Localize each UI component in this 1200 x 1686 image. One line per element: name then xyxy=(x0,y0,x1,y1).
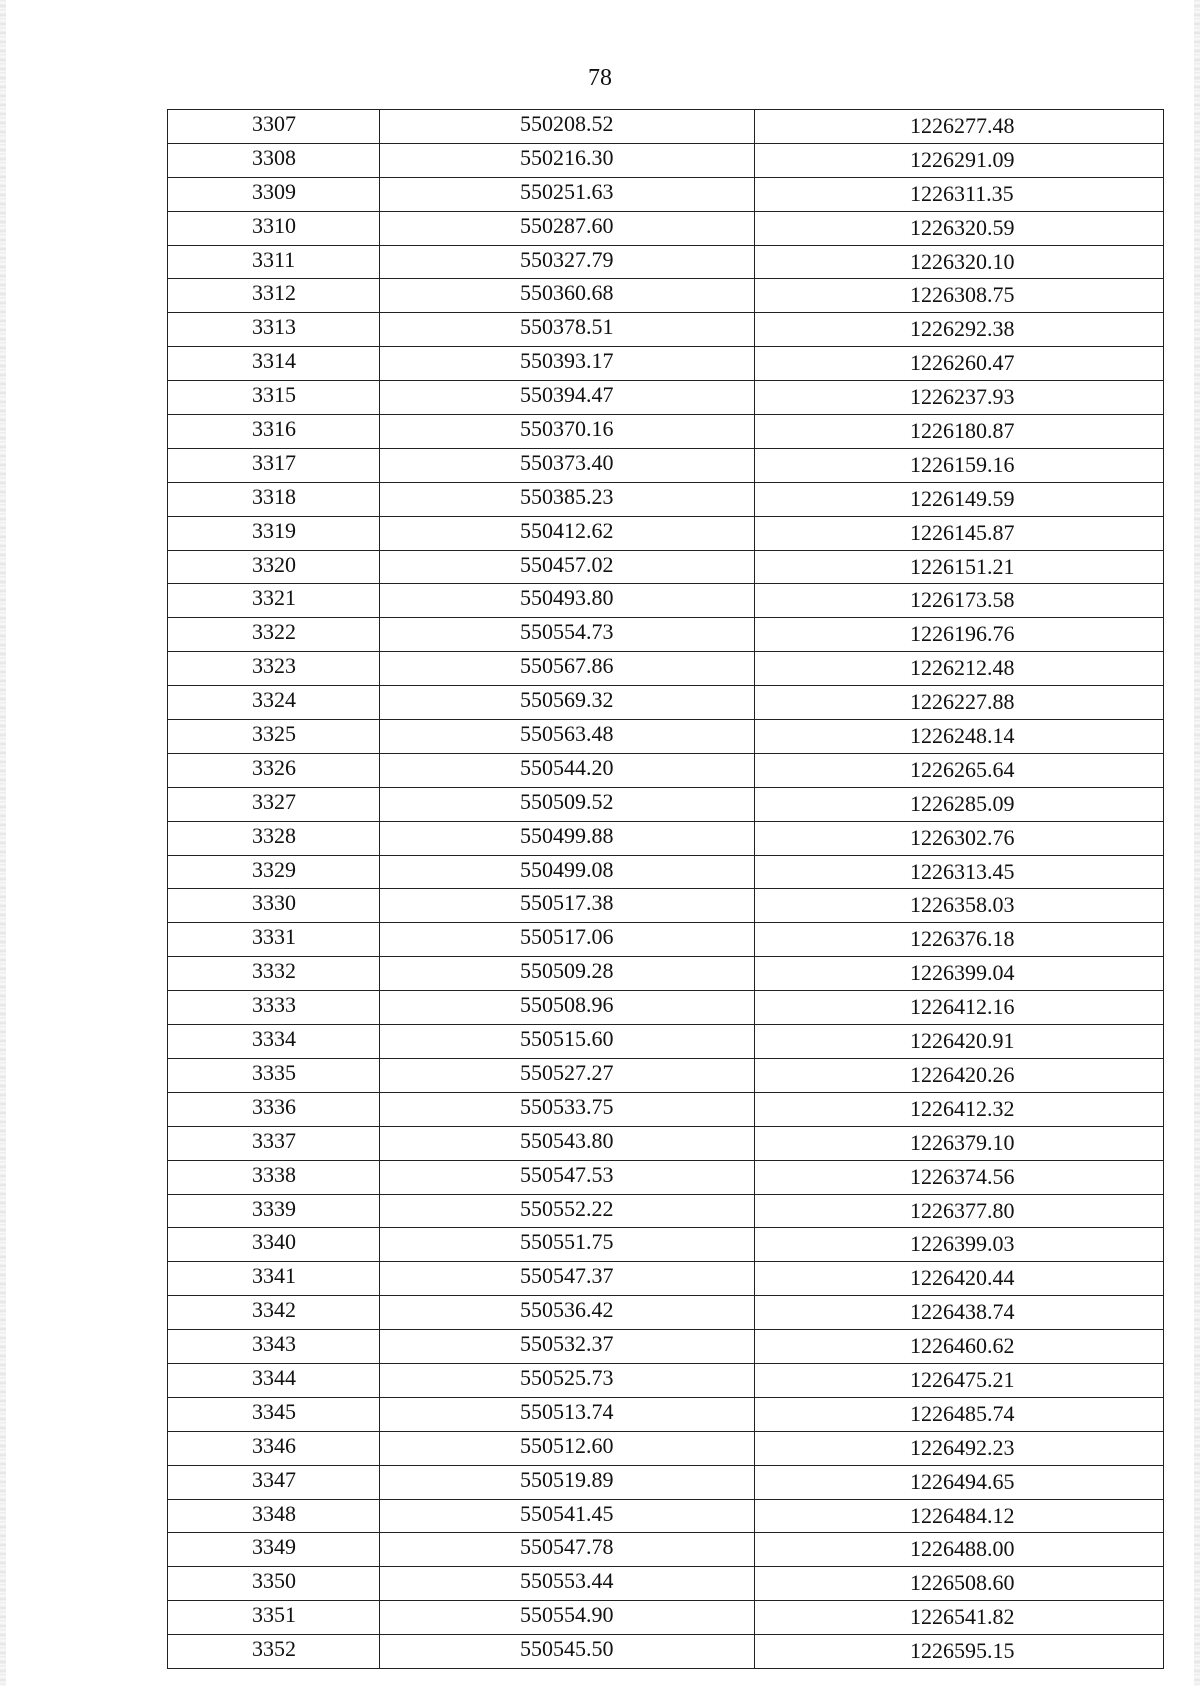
point-number-cell: 3352 xyxy=(168,1635,380,1669)
y-coordinate-cell: 1226237.93 xyxy=(755,381,1164,415)
y-coordinate-cell: 1226248.14 xyxy=(755,720,1164,754)
y-coordinate-cell: 1226412.16 xyxy=(755,991,1164,1025)
table-row xyxy=(168,550,1164,584)
x-coordinate-cell: 550547.78 xyxy=(380,1533,755,1567)
table-row xyxy=(168,957,1164,991)
y-coordinate-cell: 1226277.48 xyxy=(755,110,1164,144)
point-number-cell: 3329 xyxy=(168,855,380,889)
point-number-cell: 3307 xyxy=(168,110,380,144)
point-number-cell: 3310 xyxy=(168,211,380,245)
coordinate-table-body xyxy=(168,110,1164,1669)
x-coordinate-cell: 550527.27 xyxy=(380,1058,755,1092)
x-coordinate-cell: 550519.89 xyxy=(380,1465,755,1499)
point-number-cell: 3313 xyxy=(168,313,380,347)
scan-edge-right xyxy=(1194,0,1200,1686)
table-row xyxy=(168,482,1164,516)
x-coordinate-cell: 550394.47 xyxy=(380,381,755,415)
x-coordinate-cell: 550545.50 xyxy=(380,1635,755,1669)
x-coordinate-cell: 550547.53 xyxy=(380,1160,755,1194)
point-number-cell: 3326 xyxy=(168,753,380,787)
x-coordinate-cell: 550457.02 xyxy=(380,550,755,584)
point-number-cell: 3346 xyxy=(168,1431,380,1465)
x-coordinate-cell: 550208.52 xyxy=(380,110,755,144)
table-row xyxy=(168,787,1164,821)
table-row xyxy=(168,110,1164,144)
point-number-cell: 3336 xyxy=(168,1092,380,1126)
y-coordinate-cell: 1226212.48 xyxy=(755,652,1164,686)
y-coordinate-cell: 1226320.59 xyxy=(755,211,1164,245)
y-coordinate-cell: 1226420.26 xyxy=(755,1058,1164,1092)
x-coordinate-cell: 550251.63 xyxy=(380,177,755,211)
x-coordinate-cell: 550543.80 xyxy=(380,1126,755,1160)
y-coordinate-cell: 1226320.10 xyxy=(755,245,1164,279)
table-row xyxy=(168,1262,1164,1296)
y-coordinate-cell: 1226291.09 xyxy=(755,143,1164,177)
x-coordinate-cell: 550541.45 xyxy=(380,1499,755,1533)
coordinate-table xyxy=(167,109,1164,1669)
x-coordinate-cell: 550216.30 xyxy=(380,143,755,177)
point-number-cell: 3325 xyxy=(168,720,380,754)
x-coordinate-cell: 550378.51 xyxy=(380,313,755,347)
x-coordinate-cell: 550525.73 xyxy=(380,1363,755,1397)
table-row xyxy=(168,1397,1164,1431)
y-coordinate-cell: 1226485.74 xyxy=(755,1397,1164,1431)
y-coordinate-cell: 1226376.18 xyxy=(755,923,1164,957)
table-row xyxy=(168,415,1164,449)
table-row xyxy=(168,143,1164,177)
point-number-cell: 3351 xyxy=(168,1601,380,1635)
y-coordinate-cell: 1226492.23 xyxy=(755,1431,1164,1465)
y-coordinate-cell: 1226488.00 xyxy=(755,1533,1164,1567)
x-coordinate-cell: 550370.16 xyxy=(380,415,755,449)
x-coordinate-cell: 550508.96 xyxy=(380,991,755,1025)
point-number-cell: 3334 xyxy=(168,1025,380,1059)
table-row xyxy=(168,821,1164,855)
y-coordinate-cell: 1226595.15 xyxy=(755,1635,1164,1669)
y-coordinate-cell: 1226151.21 xyxy=(755,550,1164,584)
y-coordinate-cell: 1226484.12 xyxy=(755,1499,1164,1533)
point-number-cell: 3343 xyxy=(168,1330,380,1364)
y-coordinate-cell: 1226420.44 xyxy=(755,1262,1164,1296)
x-coordinate-cell: 550373.40 xyxy=(380,448,755,482)
x-coordinate-cell: 550536.42 xyxy=(380,1296,755,1330)
y-coordinate-cell: 1226308.75 xyxy=(755,279,1164,313)
y-coordinate-cell: 1226173.58 xyxy=(755,584,1164,618)
table-row xyxy=(168,1025,1164,1059)
table-row xyxy=(168,686,1164,720)
y-coordinate-cell: 1226145.87 xyxy=(755,516,1164,550)
x-coordinate-cell: 550509.28 xyxy=(380,957,755,991)
x-coordinate-cell: 550509.52 xyxy=(380,787,755,821)
table-row xyxy=(168,1126,1164,1160)
y-coordinate-cell: 1226420.91 xyxy=(755,1025,1164,1059)
table-row xyxy=(168,652,1164,686)
point-number-cell: 3318 xyxy=(168,482,380,516)
table-row xyxy=(168,1465,1164,1499)
x-coordinate-cell: 550512.60 xyxy=(380,1431,755,1465)
point-number-cell: 3348 xyxy=(168,1499,380,1533)
x-coordinate-cell: 550563.48 xyxy=(380,720,755,754)
table-row xyxy=(168,448,1164,482)
table-row xyxy=(168,1092,1164,1126)
point-number-cell: 3320 xyxy=(168,550,380,584)
y-coordinate-cell: 1226196.76 xyxy=(755,618,1164,652)
y-coordinate-cell: 1226313.45 xyxy=(755,855,1164,889)
table-row xyxy=(168,211,1164,245)
y-coordinate-cell: 1226180.87 xyxy=(755,415,1164,449)
x-coordinate-cell: 550517.06 xyxy=(380,923,755,957)
x-coordinate-cell: 550532.37 xyxy=(380,1330,755,1364)
table-row xyxy=(168,720,1164,754)
x-coordinate-cell: 550554.73 xyxy=(380,618,755,652)
point-number-cell: 3322 xyxy=(168,618,380,652)
point-number-cell: 3339 xyxy=(168,1194,380,1228)
y-coordinate-cell: 1226260.47 xyxy=(755,347,1164,381)
y-coordinate-cell: 1226377.80 xyxy=(755,1194,1164,1228)
x-coordinate-cell: 550513.74 xyxy=(380,1397,755,1431)
point-number-cell: 3309 xyxy=(168,177,380,211)
x-coordinate-cell: 550515.60 xyxy=(380,1025,755,1059)
y-coordinate-cell: 1226412.32 xyxy=(755,1092,1164,1126)
point-number-cell: 3312 xyxy=(168,279,380,313)
point-number-cell: 3314 xyxy=(168,347,380,381)
point-number-cell: 3331 xyxy=(168,923,380,957)
point-number-cell: 3323 xyxy=(168,652,380,686)
table-row xyxy=(168,381,1164,415)
y-coordinate-cell: 1226149.59 xyxy=(755,482,1164,516)
x-coordinate-cell: 550360.68 xyxy=(380,279,755,313)
y-coordinate-cell: 1226302.76 xyxy=(755,821,1164,855)
point-number-cell: 3316 xyxy=(168,415,380,449)
table-row xyxy=(168,245,1164,279)
point-number-cell: 3308 xyxy=(168,143,380,177)
point-number-cell: 3345 xyxy=(168,1397,380,1431)
x-coordinate-cell: 550554.90 xyxy=(380,1601,755,1635)
table-row xyxy=(168,1635,1164,1669)
x-coordinate-cell: 550552.22 xyxy=(380,1194,755,1228)
y-coordinate-cell: 1226265.64 xyxy=(755,753,1164,787)
x-coordinate-cell: 550499.88 xyxy=(380,821,755,855)
point-number-cell: 3333 xyxy=(168,991,380,1025)
y-coordinate-cell: 1226460.62 xyxy=(755,1330,1164,1364)
point-number-cell: 3349 xyxy=(168,1533,380,1567)
point-number-cell: 3350 xyxy=(168,1567,380,1601)
point-number-cell: 3319 xyxy=(168,516,380,550)
table-row xyxy=(168,1058,1164,1092)
point-number-cell: 3327 xyxy=(168,787,380,821)
y-coordinate-cell: 1226374.56 xyxy=(755,1160,1164,1194)
point-number-cell: 3337 xyxy=(168,1126,380,1160)
table-row xyxy=(168,1194,1164,1228)
point-number-cell: 3340 xyxy=(168,1228,380,1262)
y-coordinate-cell: 1226494.65 xyxy=(755,1465,1164,1499)
scan-edge-left xyxy=(0,0,6,1686)
point-number-cell: 3330 xyxy=(168,889,380,923)
table-row xyxy=(168,177,1164,211)
table-row xyxy=(168,1431,1164,1465)
y-coordinate-cell: 1226358.03 xyxy=(755,889,1164,923)
y-coordinate-cell: 1226379.10 xyxy=(755,1126,1164,1160)
table-row xyxy=(168,516,1164,550)
table-row xyxy=(168,855,1164,889)
table-row xyxy=(168,1499,1164,1533)
table-row xyxy=(168,618,1164,652)
x-coordinate-cell: 550412.62 xyxy=(380,516,755,550)
table-row xyxy=(168,584,1164,618)
table-row xyxy=(168,1567,1164,1601)
y-coordinate-cell: 1226285.09 xyxy=(755,787,1164,821)
x-coordinate-cell: 550287.60 xyxy=(380,211,755,245)
x-coordinate-cell: 550493.80 xyxy=(380,584,755,618)
page-number: 78 xyxy=(588,65,612,91)
point-number-cell: 3335 xyxy=(168,1058,380,1092)
point-number-cell: 3321 xyxy=(168,584,380,618)
y-coordinate-cell: 1226399.03 xyxy=(755,1228,1164,1262)
x-coordinate-cell: 550385.23 xyxy=(380,482,755,516)
x-coordinate-cell: 550327.79 xyxy=(380,245,755,279)
point-number-cell: 3344 xyxy=(168,1363,380,1397)
y-coordinate-cell: 1226292.38 xyxy=(755,313,1164,347)
y-coordinate-cell: 1226399.04 xyxy=(755,957,1164,991)
y-coordinate-cell: 1226159.16 xyxy=(755,448,1164,482)
point-number-cell: 3338 xyxy=(168,1160,380,1194)
point-number-cell: 3347 xyxy=(168,1465,380,1499)
y-coordinate-cell: 1226541.82 xyxy=(755,1601,1164,1635)
y-coordinate-cell: 1226475.21 xyxy=(755,1363,1164,1397)
x-coordinate-cell: 550547.37 xyxy=(380,1262,755,1296)
x-coordinate-cell: 550551.75 xyxy=(380,1228,755,1262)
table-row xyxy=(168,1296,1164,1330)
x-coordinate-cell: 550393.17 xyxy=(380,347,755,381)
table-row xyxy=(168,753,1164,787)
point-number-cell: 3317 xyxy=(168,448,380,482)
table-row xyxy=(168,991,1164,1025)
point-number-cell: 3315 xyxy=(168,381,380,415)
x-coordinate-cell: 550553.44 xyxy=(380,1567,755,1601)
table-row xyxy=(168,279,1164,313)
x-coordinate-cell: 550533.75 xyxy=(380,1092,755,1126)
y-coordinate-cell: 1226508.60 xyxy=(755,1567,1164,1601)
point-number-cell: 3328 xyxy=(168,821,380,855)
y-coordinate-cell: 1226438.74 xyxy=(755,1296,1164,1330)
table-row xyxy=(168,1228,1164,1262)
table-row xyxy=(168,313,1164,347)
point-number-cell: 3332 xyxy=(168,957,380,991)
point-number-cell: 3341 xyxy=(168,1262,380,1296)
table-row xyxy=(168,923,1164,957)
x-coordinate-cell: 550499.08 xyxy=(380,855,755,889)
table-row xyxy=(168,1330,1164,1364)
x-coordinate-cell: 550567.86 xyxy=(380,652,755,686)
y-coordinate-cell: 1226311.35 xyxy=(755,177,1164,211)
x-coordinate-cell: 550544.20 xyxy=(380,753,755,787)
table-row xyxy=(168,1363,1164,1397)
y-coordinate-cell: 1226227.88 xyxy=(755,686,1164,720)
table-row xyxy=(168,347,1164,381)
x-coordinate-cell: 550517.38 xyxy=(380,889,755,923)
table-row xyxy=(168,1160,1164,1194)
table-row xyxy=(168,1533,1164,1567)
table-row xyxy=(168,889,1164,923)
point-number-cell: 3342 xyxy=(168,1296,380,1330)
table-row xyxy=(168,1601,1164,1635)
point-number-cell: 3311 xyxy=(168,245,380,279)
x-coordinate-cell: 550569.32 xyxy=(380,686,755,720)
point-number-cell: 3324 xyxy=(168,686,380,720)
